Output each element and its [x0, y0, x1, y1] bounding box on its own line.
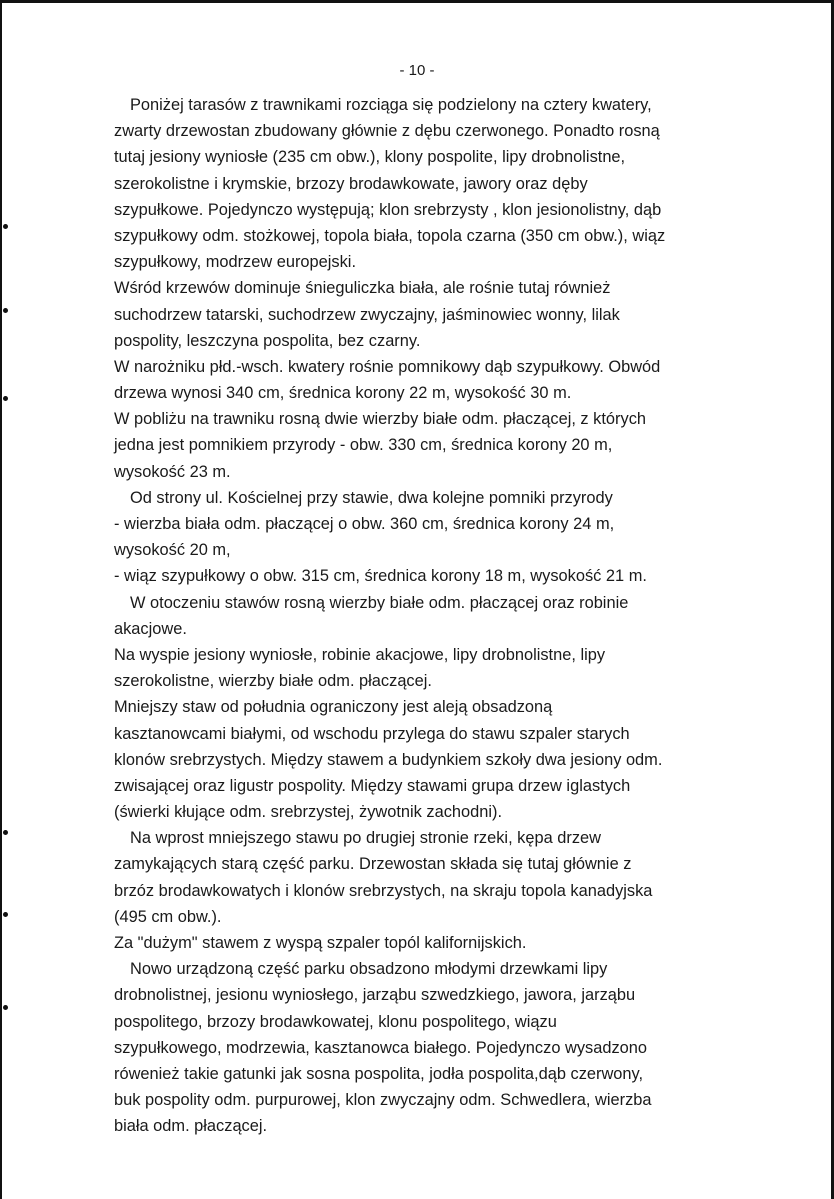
text-line: pospolity, leszczyna pospolita, bez czarny.	[114, 331, 421, 350]
text-line: suchodrzew tatarski, suchodrzew zwyczajny, jaśminowiec wonny, lilak	[114, 305, 620, 324]
punch-hole-mark	[3, 308, 8, 313]
text-line: pospolitego, brzozy brodawkowatej, klonu pospolitego, wiązu	[114, 1012, 557, 1031]
scan-border-top	[0, 0, 834, 3]
text-line: klonów srebrzystych. Między stawem a budynkiem szkoły dwa jesiony odm.	[114, 750, 663, 769]
text-line: W narożniku płd.-wsch. kwatery rośnie pomnikowy dąb szypułkowy. Obwód	[114, 357, 661, 376]
punch-hole-mark	[3, 912, 8, 917]
text-line: zwarty drzewostan zbudowany głównie z dębu czerwonego. Ponadto rosną	[114, 122, 660, 141]
text-line: szypułkowy, modrzew europejski.	[114, 253, 357, 272]
text-line: tutaj jesiony wyniosłe (235 cm obw.), klony pospolite, lipy drobnolistne,	[114, 148, 626, 167]
text-line: kasztanowcami białymi, od wschodu przylega do stawu szpaler starych	[114, 724, 630, 743]
text-line: - wiąz szypułkowy o obw. 315 cm, średnica korony 18 m, wysokość 21 m.	[114, 567, 647, 586]
text-line: szerokolistne, wierzby białe odm. płaczącej.	[114, 672, 432, 691]
text-line: brzóz brodawkowatych i klonów srebrzystych, na skraju topola kanadyjska	[114, 881, 653, 900]
punch-hole-mark	[3, 830, 8, 835]
text-line: - wierzba biała odm. płaczącej o obw. 360 cm, średnica korony 24 m,	[114, 515, 615, 533]
text-line: zwisającej oraz ligustr pospolity. Między stawami grupa drzew iglastych	[114, 776, 631, 795]
text-line: szypułkowego, modrzewia, kasztanowca białego. Pojedynczo wysadzono	[114, 1038, 647, 1057]
page-number: - 10 -	[399, 62, 435, 79]
text-line: biała odm. płaczącej.	[114, 1117, 268, 1136]
punch-hole-mark	[3, 1005, 8, 1010]
text-line: (495 cm obw.).	[114, 907, 222, 926]
text-line: drzewa wynosi 340 cm, średnica korony 22 m, wysokość 30 m.	[114, 384, 572, 403]
text-line: jedna jest pomnikiem przyrody - obw. 330 cm, średnica korony 20 m,	[114, 436, 613, 455]
text-line: szerokolistne i krymskie, brzozy brodawkowate, jawory oraz dęby	[114, 174, 588, 193]
text-line: Wśród krzewów dominuje śnieguliczka biała, ale rośnie tutaj również	[114, 279, 611, 298]
body-text	[114, 92, 804, 1140]
text-line: rówenież takie gatunki jak sosna pospolita, jodła pospolita,dąb czerwony,	[114, 1064, 644, 1083]
text-line: buk pospolity odm. purpurowej, klon zwyczajny odm. Schwedlera, wierzba	[114, 1091, 652, 1110]
text-line: Nowo urządzoną część parku obsadzono młodymi drzewkami lipy	[130, 960, 608, 979]
text-line: drobnolistnej, jesionu wyniosłego, jarząbu szwedzkiego, jawora, jarząbu	[114, 986, 636, 1005]
text-line: akacjowe.	[114, 619, 187, 638]
text-line: wysokość 23 m.	[114, 462, 231, 481]
text-line: Na wprost mniejszego stawu po drugiej stronie rzeki, kępa drzew	[130, 829, 601, 848]
text-line: W pobliżu na trawniku rosną dwie wierzby białe odm. płaczącej, z których	[114, 410, 647, 429]
text-line: Poniżej tarasów z trawnikami rozciąga się podzielony na cztery kwatery,	[130, 96, 652, 114]
text-line: Na wyspie jesiony wyniosłe, robinie akacjowe, lipy drobnolistne, lipy	[114, 645, 606, 664]
text-line: W otoczeniu stawów rosną wierzby białe odm. płaczącej oraz robinie	[130, 593, 629, 612]
text-line: szypułkowy odm. stożkowej, topola biała, topola czarna (350 cm obw.), wiąz	[114, 226, 666, 245]
text-line: szypułkowe. Pojedynczo występują; klon srebrzysty , klon jesionolistny, dąb	[114, 200, 662, 219]
scan-border-left	[0, 0, 2, 1199]
text-line: wysokość 20 m,	[114, 541, 231, 560]
punch-hole-mark	[3, 224, 8, 229]
text-line: (świerki kłujące odm. srebrzystej, żywotnik zachodni).	[114, 803, 503, 822]
text-line: Od strony ul. Kościelnej przy stawie, dwa kolejne pomniki przyrody	[130, 488, 613, 507]
text-line: Mniejszy staw od południa ograniczony jest aleją obsadzoną	[114, 698, 553, 717]
text-line: zamykających starą część parku. Drzewostan składa się tutaj głównie z	[114, 855, 632, 874]
punch-hole-mark	[3, 396, 8, 401]
text-line: Za "dużym" stawem z wyspą szpaler topól kalifornijskich.	[114, 934, 527, 952]
